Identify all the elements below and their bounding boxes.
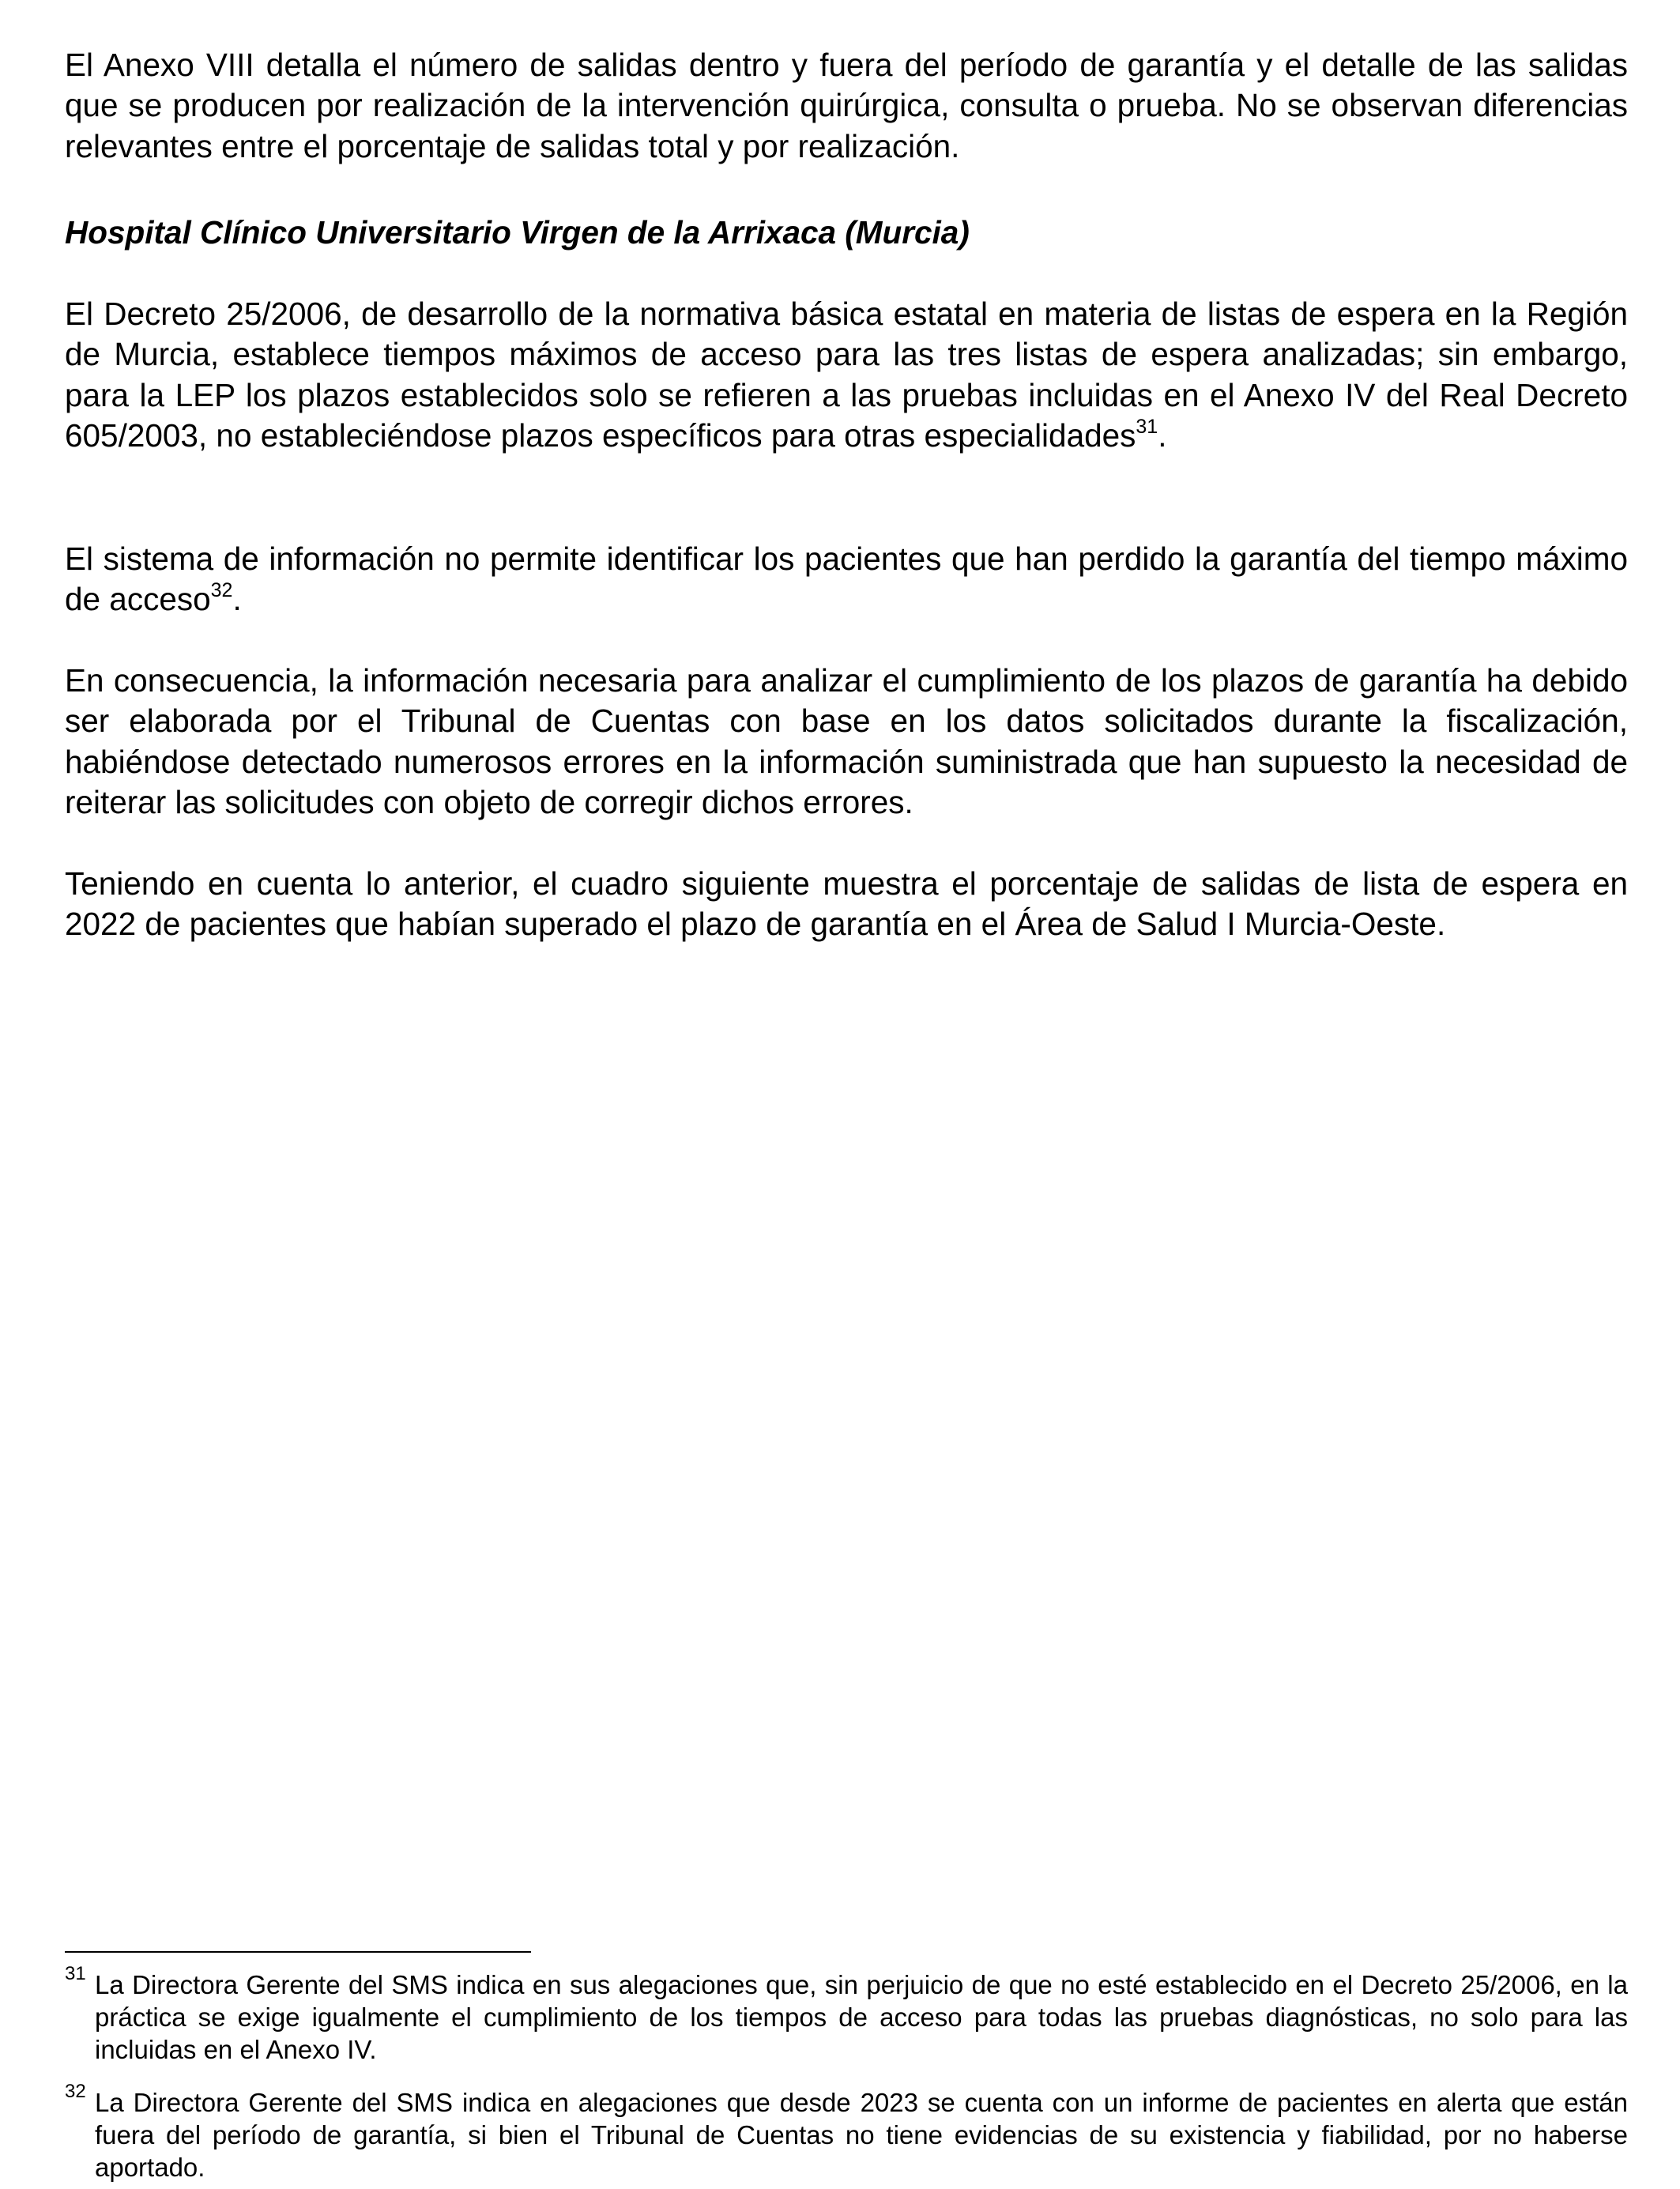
footnote-32-text: La Directora Gerente del SMS indica en alegaciones que desde 2023 se cuenta con un informe de pacientes en alerta que están fuera del período de garantía, si bien el Tribunal de Cuentas no tiene evidencias de su existencia y fiabilidad, por no haberse aportado.	[95, 2088, 1628, 2182]
footnote-31-number: 31	[65, 1963, 86, 1984]
footnote-ref-31[interactable]: 31	[1136, 415, 1158, 438]
paragraph-decreto-end: .	[1158, 417, 1167, 454]
footnote-ref-32[interactable]: 32	[210, 578, 233, 601]
paragraph-anexo-viii-text: El Anexo VIII detalla el número de salidas dentro y fuera del período de garantía y el detalle de las salidas que se producen por realización de la intervención quirúrgica, consulta o prueba. No se observan diferencias relevantes entre el porcentaje de salidas total y por realización.	[65, 47, 1628, 164]
paragraph-consecuencia	[65, 661, 1628, 823]
paragraph-teniendo-en-cuenta	[65, 864, 1628, 945]
section-heading: Hospital Clínico Universitario Virgen de la Arrixaca (Murcia)	[65, 214, 970, 251]
footnote-31	[65, 1963, 1628, 2066]
paragraph-teniendo-en-cuenta-text: Teniendo en cuenta lo anterior, el cuadro siguiente muestra el porcentaje de salidas de lista de espera en 2022 de pacientes que habían superado el plazo de garantía en el Área de Salud I Murcia-Oeste.	[65, 865, 1628, 943]
paragraph-decreto	[65, 294, 1628, 457]
footnote-separator	[65, 1951, 531, 1953]
footnote-31-text: La Directora Gerente del SMS indica en sus alegaciones que, sin perjuicio de que no esté establecido en el Decreto 25/2006, en la práctica se exige igualmente el cumplimiento de los tiempos de acceso para todas las pruebas diagnósticas, no solo para las incluidas en el Anexo IV.	[95, 1970, 1628, 2064]
paragraph-consecuencia-text: En consecuencia, la información necesaria para analizar el cumplimiento de los plazos de garantía ha debido ser elaborada por el Tribunal de Cuentas con base en los datos solicitados durante la fiscalización, habiéndose detectado numerosos errores en la información suministrada que han supuesto la necesidad de reiterar las solicitudes con objeto de corregir dichos errores.	[65, 662, 1628, 821]
paragraph-sistema-informacion-text: El sistema de información no permite identificar los pacientes que han perdido la garantía del tiempo máximo de acceso	[65, 541, 1628, 618]
paragraph-decreto-text: El Decreto 25/2006, de desarrollo de la normativa básica estatal en materia de listas de espera en la Región de Murcia, establece tiempos máximos de acceso para las tres listas de espera analizadas; sin embargo, para la LEP los plazos establecidos solo se refieren a las pruebas incluidas en el Anexo IV del Real Decreto 605/2003, no estableciéndose plazos específicos para otras especialidades	[65, 296, 1628, 454]
paragraph-sistema-informacion-end: .	[232, 581, 242, 618]
document-page	[65, 0, 1628, 2189]
paragraph-anexo-viii	[65, 45, 1628, 167]
footnote-32-number: 32	[65, 2081, 86, 2102]
footnote-32	[65, 2081, 1628, 2183]
paragraph-sistema-informacion	[65, 539, 1628, 620]
